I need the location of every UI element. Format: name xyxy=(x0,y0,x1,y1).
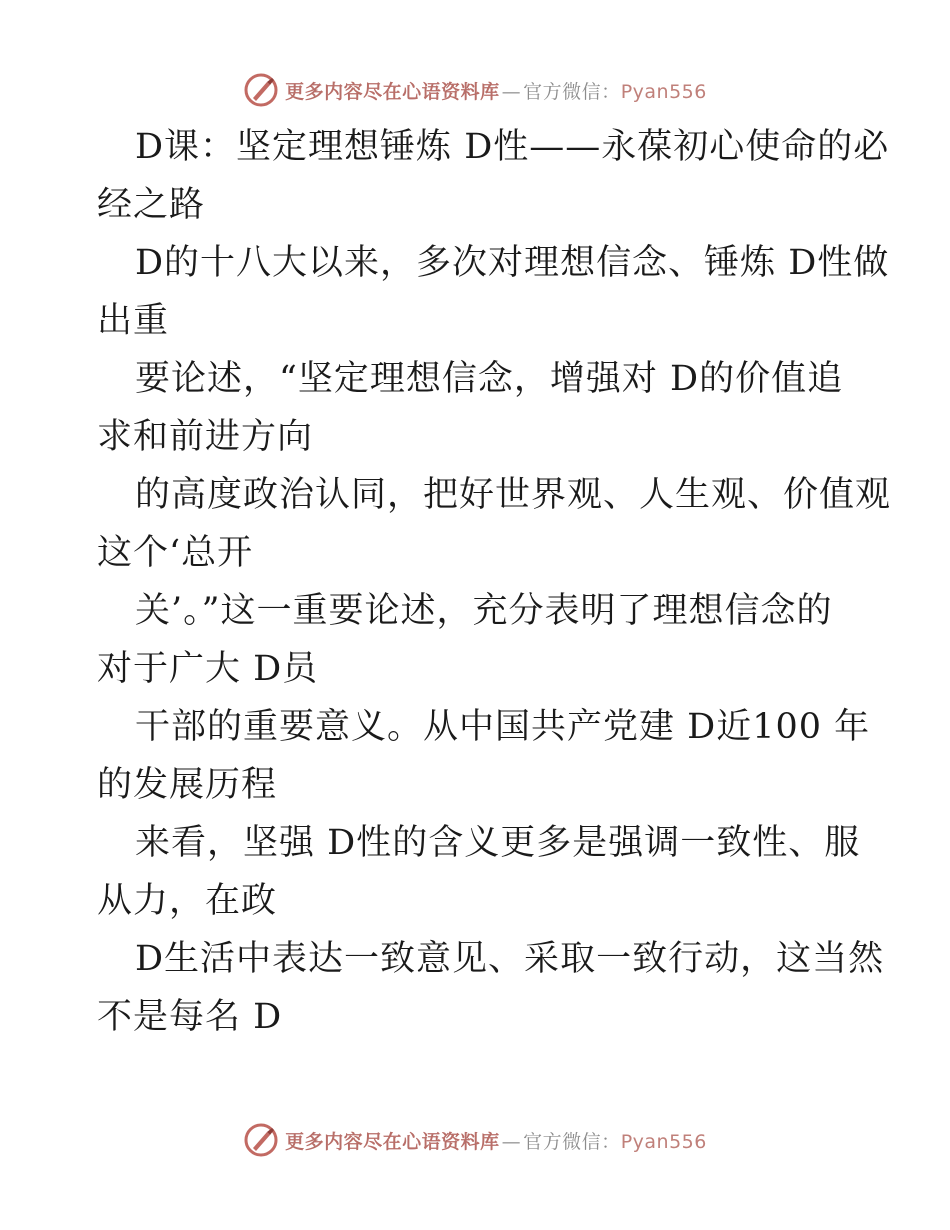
paragraph-line: 的发展历程 xyxy=(97,765,278,805)
paragraph-line: 干部的重要意义。从中国共产党建 D近100 年 xyxy=(135,707,871,747)
paragraph-line: 要论述，“坚定理想信念，增强对 D的价值追 xyxy=(135,359,844,399)
paragraph-line: 从力，在政 xyxy=(97,881,278,921)
watermark-main: 更多内容尽在心语资料库 xyxy=(285,80,500,103)
paragraph-line: 经之路 xyxy=(97,185,206,225)
paragraph-line: 不是每名 D xyxy=(97,997,283,1037)
watermark-id: Pyan556 xyxy=(620,1130,707,1153)
paragraph-line: 关’。”这一重要论述，充分表明了理想信念的 xyxy=(135,591,833,631)
watermark-sub: 官方微信： xyxy=(523,80,621,103)
watermark-text xyxy=(285,1127,707,1154)
paragraph-line: 的高度政治认同，把好世界观、人生观、价值观 xyxy=(135,475,892,515)
paragraph-line: 求和前进方向 xyxy=(97,417,314,457)
paragraph-line: D课：坚定理想锤炼 D性——永葆初心使命的必 xyxy=(135,127,890,167)
pen-logo-icon xyxy=(243,1122,279,1158)
pen-logo-icon xyxy=(243,72,279,108)
header-watermark xyxy=(0,70,950,110)
watermark-separator: — xyxy=(501,80,522,103)
watermark-id: Pyan556 xyxy=(620,80,707,103)
paragraph-line: 对于广大 D员 xyxy=(97,649,319,689)
paragraph-line: D的十八大以来，多次对理想信念、锤炼 D性做 xyxy=(135,243,890,283)
footer-watermark xyxy=(0,1120,950,1160)
paragraph-line: 来看，坚强 D性的含义更多是强调一致性、服 xyxy=(135,823,861,863)
paragraph-line: 这个‘总开 xyxy=(97,533,254,573)
watermark-text xyxy=(285,77,707,104)
watermark-sub: 官方微信： xyxy=(523,1130,621,1153)
paragraph-line: D生活中表达一致意见、采取一致行动，这当然 xyxy=(135,939,885,979)
paragraph-line: 出重 xyxy=(97,301,170,341)
watermark-separator: — xyxy=(501,1130,522,1153)
watermark-main: 更多内容尽在心语资料库 xyxy=(285,1130,500,1153)
